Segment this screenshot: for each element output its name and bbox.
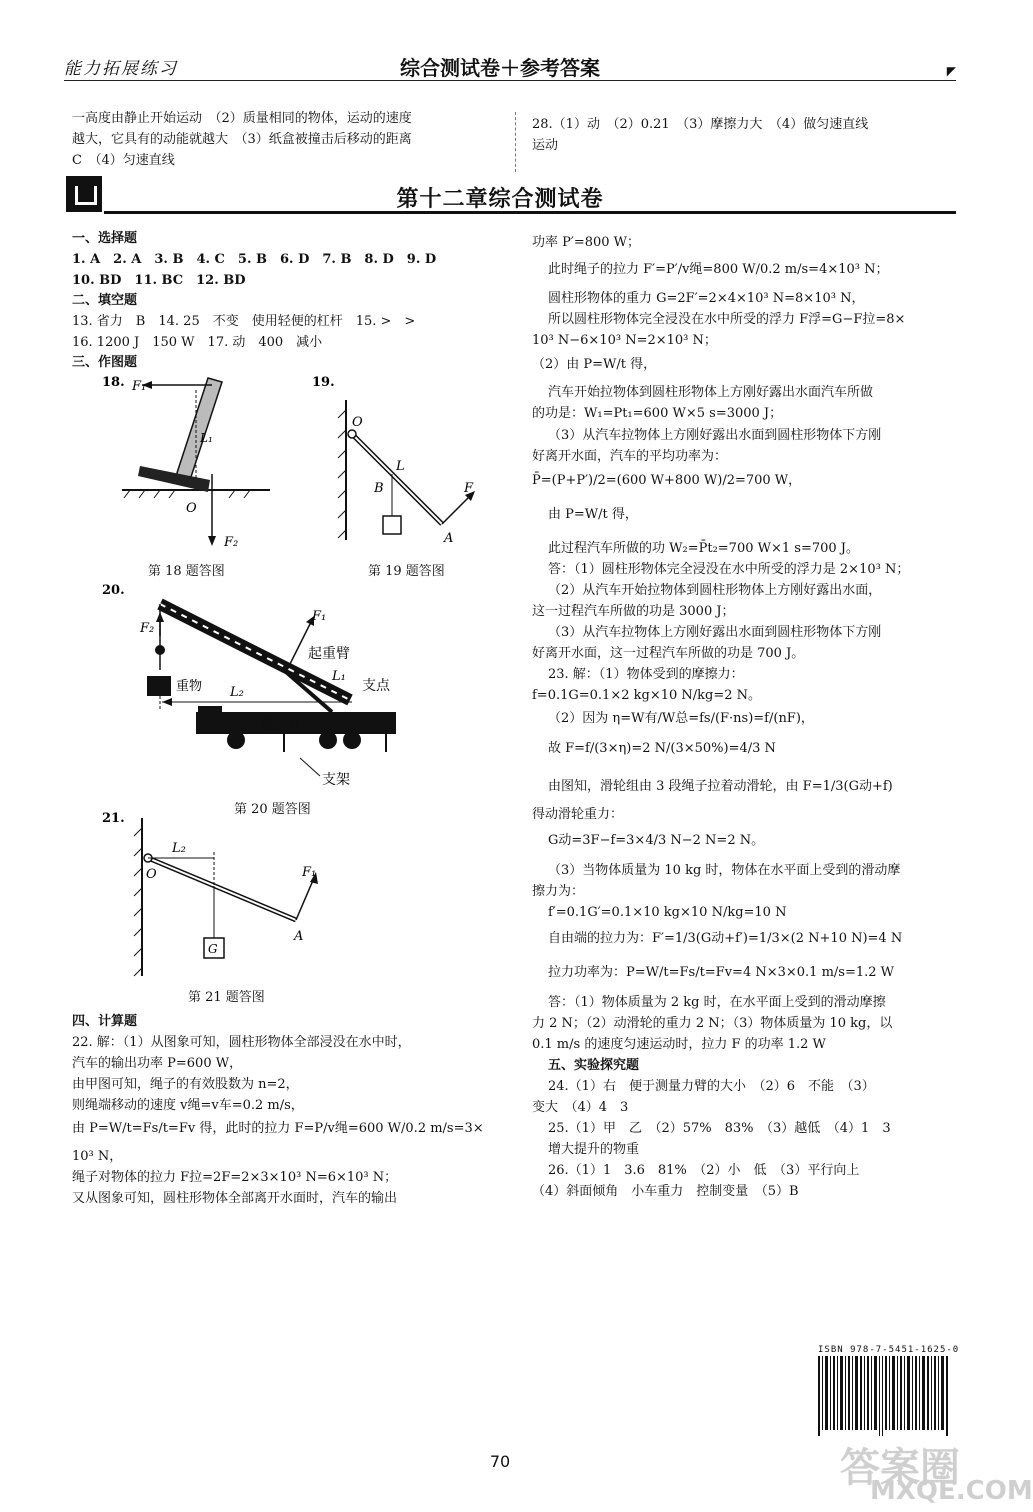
text-line: f′=0.1G′=0.1×10 kg×10 N/kg=10 N xyxy=(548,905,787,920)
label-l2: L₂ xyxy=(230,685,244,700)
arrowhead-icon xyxy=(162,698,172,706)
text-line: 28.（1）动 （2）0.21 （3）摩擦力大 （4）做匀速直线 xyxy=(532,117,869,132)
label-f: F xyxy=(464,481,474,496)
ground-hatch xyxy=(124,490,250,498)
wall-hatch xyxy=(338,410,346,538)
page-number: 70 xyxy=(489,1452,511,1471)
text-line: 又从图象可知，圆柱形物体全部离开水面时，汽车的输出 xyxy=(72,1191,398,1206)
answer-line: 1. A 2. A 3. B 4. C 5. B 6. D 7. B 8. D 9. D xyxy=(72,252,437,267)
label-f2: F₂ xyxy=(140,621,155,636)
figure-18-caption: 第 18 题答图 xyxy=(148,564,225,579)
watermark-logo: 答案圈 xyxy=(840,1445,960,1491)
text-line: 绳子对物体的拉力 F拉=2F=2×3×10³ N=6×10³ N； xyxy=(72,1170,398,1185)
text-line: 变大 （4）4 3 xyxy=(532,1100,629,1115)
text-line: 22. 解：（1）从图象可知，圆柱形物体全部浸没在水中时， xyxy=(72,1035,411,1050)
label-hydraulic: 液压杆 xyxy=(260,716,302,732)
figure-20-diagram xyxy=(100,580,420,790)
figure-21-diagram xyxy=(100,808,340,978)
text-line: 由图知，滑轮组由 3 段绳子拉着动滑轮，由 F=1/3(G动+f) xyxy=(548,779,893,794)
text-line: 答：（1）物体质量为 2 kg 时，在水平面上受到的滑动摩擦 xyxy=(548,995,886,1010)
text-line: 故 F=f/(3×η)=2 N/(3×50%)=4/3 N xyxy=(548,741,776,756)
text-line: 圆柱形物体的重力 G=2F′=2×4×10³ N=8×10³ N， xyxy=(548,291,865,306)
text-line: 10³ N， xyxy=(72,1149,123,1164)
text-line: 自由端的拉力为：F′=1/3(G动+f′)=1/3×(2 N+10 N)=4 N xyxy=(548,931,903,946)
text-line: （4）斜面倾角 小车重力 控制变量 （5）B xyxy=(532,1184,799,1199)
text-line: 此时绳子的拉力 F′=P′/v绳=800 W/0.2 m/s=4×10³ N； xyxy=(548,262,889,277)
figure-number: 19. xyxy=(312,375,335,390)
label-o: O xyxy=(186,501,197,516)
text-line: 越大，它具有的动能就越大 （3）纸盒被撞击后移动的距离 xyxy=(72,132,412,147)
text-line: （3）当物体质量为 10 kg 时，物体在水平面上受到的滑动摩 xyxy=(548,863,901,878)
watermark-url: MXQE.COM xyxy=(870,1476,1033,1506)
wall-hatch xyxy=(134,828,142,976)
arrowhead-icon xyxy=(208,536,216,546)
text-line: G动=3F−f=3×4/3 N−2 N=2 N。 xyxy=(548,833,765,848)
lever-handle xyxy=(176,378,222,480)
label-b: B xyxy=(374,481,384,496)
label-f1: F₁ xyxy=(132,379,147,394)
text-line: 运动 xyxy=(532,138,559,153)
label-f1: F₁ xyxy=(302,865,317,880)
text-line: 擦力为： xyxy=(532,884,585,899)
text-line: 由甲图可知，绳子的有效股数为 n=2， xyxy=(72,1077,299,1092)
text-line: 由 P=W/t 得， xyxy=(548,507,638,522)
text-line: 所以圆柱形物体完全浸没在水中所受的浮力 F浮=G−F拉=8× xyxy=(548,312,906,327)
text-line: 由 P=W/t=Fs/t=Fv 得，此时的拉力 F=P/v绳=600 W/0.2 m/s=3× xyxy=(72,1121,484,1136)
label-weight: 重物 xyxy=(176,679,203,694)
text-line: 拉力功率为：P=W/t=Fs/t=Fv=4 N×3×0.1 m/s=1.2 W xyxy=(548,965,895,980)
force-f-arrow xyxy=(442,494,472,524)
answer-line: 10. BD 11. BC 12. BD xyxy=(72,273,246,288)
text-line: （3）从汽车拉物体上方刚好露出水面到圆柱形物体下方刚 xyxy=(548,625,882,640)
answer-line: 16. 1200 J 150 W 17. 动 400 减小 xyxy=(72,335,323,350)
text-line: 0.1 m/s 的速度匀速运动时，拉力 F 的功率 1.2 W xyxy=(532,1037,826,1052)
text-line: 力 2 N；（2）动滑轮的重力 2 N；（3）物体质量为 10 kg，以 xyxy=(532,1016,893,1031)
text-line: 的功是：W₁=Pt₁=600 W×5 s=3000 J； xyxy=(532,406,783,421)
label-fulcrum: 支点 xyxy=(362,678,390,694)
wheel-icon xyxy=(319,731,337,749)
column-divider xyxy=(515,112,516,172)
hook-icon xyxy=(155,645,165,655)
text-line: 此过程汽车所做的功 W₂=P̄t₂=700 W×1 s=700 J。 xyxy=(548,541,859,556)
figure-20-caption: 第 20 题答图 xyxy=(234,802,311,817)
heading-fill: 二、填空题 xyxy=(72,293,138,308)
running-header-left: 能力拓展练习 xyxy=(64,59,178,79)
label-a: A xyxy=(444,531,454,546)
text-line: 10³ N−6×10³ N=2×10³ N； xyxy=(532,333,717,348)
label-f1: F₁ xyxy=(312,609,327,624)
text-line: 26.（1）1 3.6 81% （2）小 低 （3）平行向上 xyxy=(548,1163,860,1178)
text-line: （3）从汽车拉物体上方刚好露出水面到圆柱形物体下方刚 xyxy=(548,428,882,443)
figure-19-caption: 第 19 题答图 xyxy=(368,564,445,579)
load-weight xyxy=(147,676,171,696)
text-line: （2）从汽车开始拉物体到圆柱形物体上方刚好露出水面， xyxy=(548,583,882,598)
force-f1-arrow xyxy=(296,878,314,920)
text-line: 好离开水面，汽车的平均功率为： xyxy=(532,449,728,464)
barcode xyxy=(818,1356,950,1436)
heading-choice: 一、选择题 xyxy=(72,231,138,246)
corner-mark-icon: ◤ xyxy=(946,64,956,78)
text-line: C （4）匀速直线 xyxy=(72,153,175,168)
section-title: 第十二章综合测试卷 xyxy=(396,187,604,212)
lever-base xyxy=(138,466,210,492)
wheel-icon xyxy=(343,731,361,749)
label-g: G xyxy=(208,942,218,956)
label-l1: L₁ xyxy=(332,669,346,684)
truck-cab xyxy=(198,706,222,716)
text-line: 汽车开始拉物体到圆柱形物体上方刚好露出水面汽车所做 xyxy=(548,385,874,400)
label-l1: L₁ xyxy=(200,431,213,445)
text-line: 得动滑轮重力： xyxy=(532,807,624,822)
heading-drawing: 三、作图题 xyxy=(72,355,138,370)
arrowhead-icon xyxy=(156,612,164,622)
label-f2: F₂ xyxy=(224,535,239,550)
header-rule xyxy=(64,80,956,81)
figure-number: 20. xyxy=(102,583,125,598)
text-line: 功率 P′=800 W； xyxy=(532,235,641,250)
wheel-icon xyxy=(227,731,245,749)
text-line: 增大提升的物重 xyxy=(548,1142,640,1157)
label-boom: 起重臂 xyxy=(308,646,350,662)
text-line: 23. 解：（1）物体受到的摩擦力： xyxy=(548,667,744,682)
label-support: 支架 xyxy=(322,772,350,788)
text-line: 这一过程汽车所做的功是 3000 J； xyxy=(532,604,735,619)
heading-experiment: 五、实验探究题 xyxy=(548,1058,640,1073)
text-line: 一高度由静止开始运动 （2）质量相同的物体，运动的速度 xyxy=(72,111,412,126)
figure-19-diagram xyxy=(310,370,510,550)
text-line: 汽车的输出功率 P=600 W， xyxy=(72,1056,243,1071)
label-o: O xyxy=(352,415,363,430)
hanging-weight xyxy=(383,516,401,534)
heading-calc: 四、计算题 xyxy=(72,1014,138,1029)
running-header-title: 综合测试卷＋参考答案 xyxy=(400,56,600,80)
figure-number: 21. xyxy=(102,811,125,826)
text-line: 答：（1）圆柱形物体完全浸没在水中所受的浮力是 2×10³ N； xyxy=(548,562,910,577)
label-l2: L₂ xyxy=(172,841,186,856)
figure-21-caption: 第 21 题答图 xyxy=(188,990,265,1005)
text-line: 好离开水面，这一过程汽车所做的功是 700 J。 xyxy=(532,646,805,661)
text-line: 24.（1）右 便于测量力臂的大小 （2）6 不能 （3） xyxy=(548,1079,875,1094)
label-o: O xyxy=(146,867,157,882)
text-line: P̄=(P+P′)/2=(600 W+800 W)/2=700 W， xyxy=(532,473,802,488)
text-line: 25.（1）甲 乙 （2）57% 83% （3）越低 （4）1 3 xyxy=(548,1121,891,1136)
pivot-icon xyxy=(348,430,356,438)
text-line: 则绳端移动的速度 v绳=v车=0.2 m/s， xyxy=(72,1098,304,1113)
text-line: （2）因为 η=W有/W总=fs/(F·ns)=f/(nF)， xyxy=(548,711,814,726)
figure-number: 18. xyxy=(102,375,125,390)
text-line: （2）由 P=W/t 得， xyxy=(532,357,657,372)
figure-18-diagram xyxy=(100,370,280,550)
answer-line: 13. 省力 B 14. 25 不变 使用轻便的杠杆 15. > > xyxy=(72,314,416,329)
label-l: L xyxy=(396,459,405,474)
isbn-text: ISBN 978-7-5451-1625-0 xyxy=(818,1345,960,1355)
text-line: f=0.1G=0.1×2 kg×10 N/kg=2 N。 xyxy=(532,688,762,703)
label-a: A xyxy=(294,929,304,944)
